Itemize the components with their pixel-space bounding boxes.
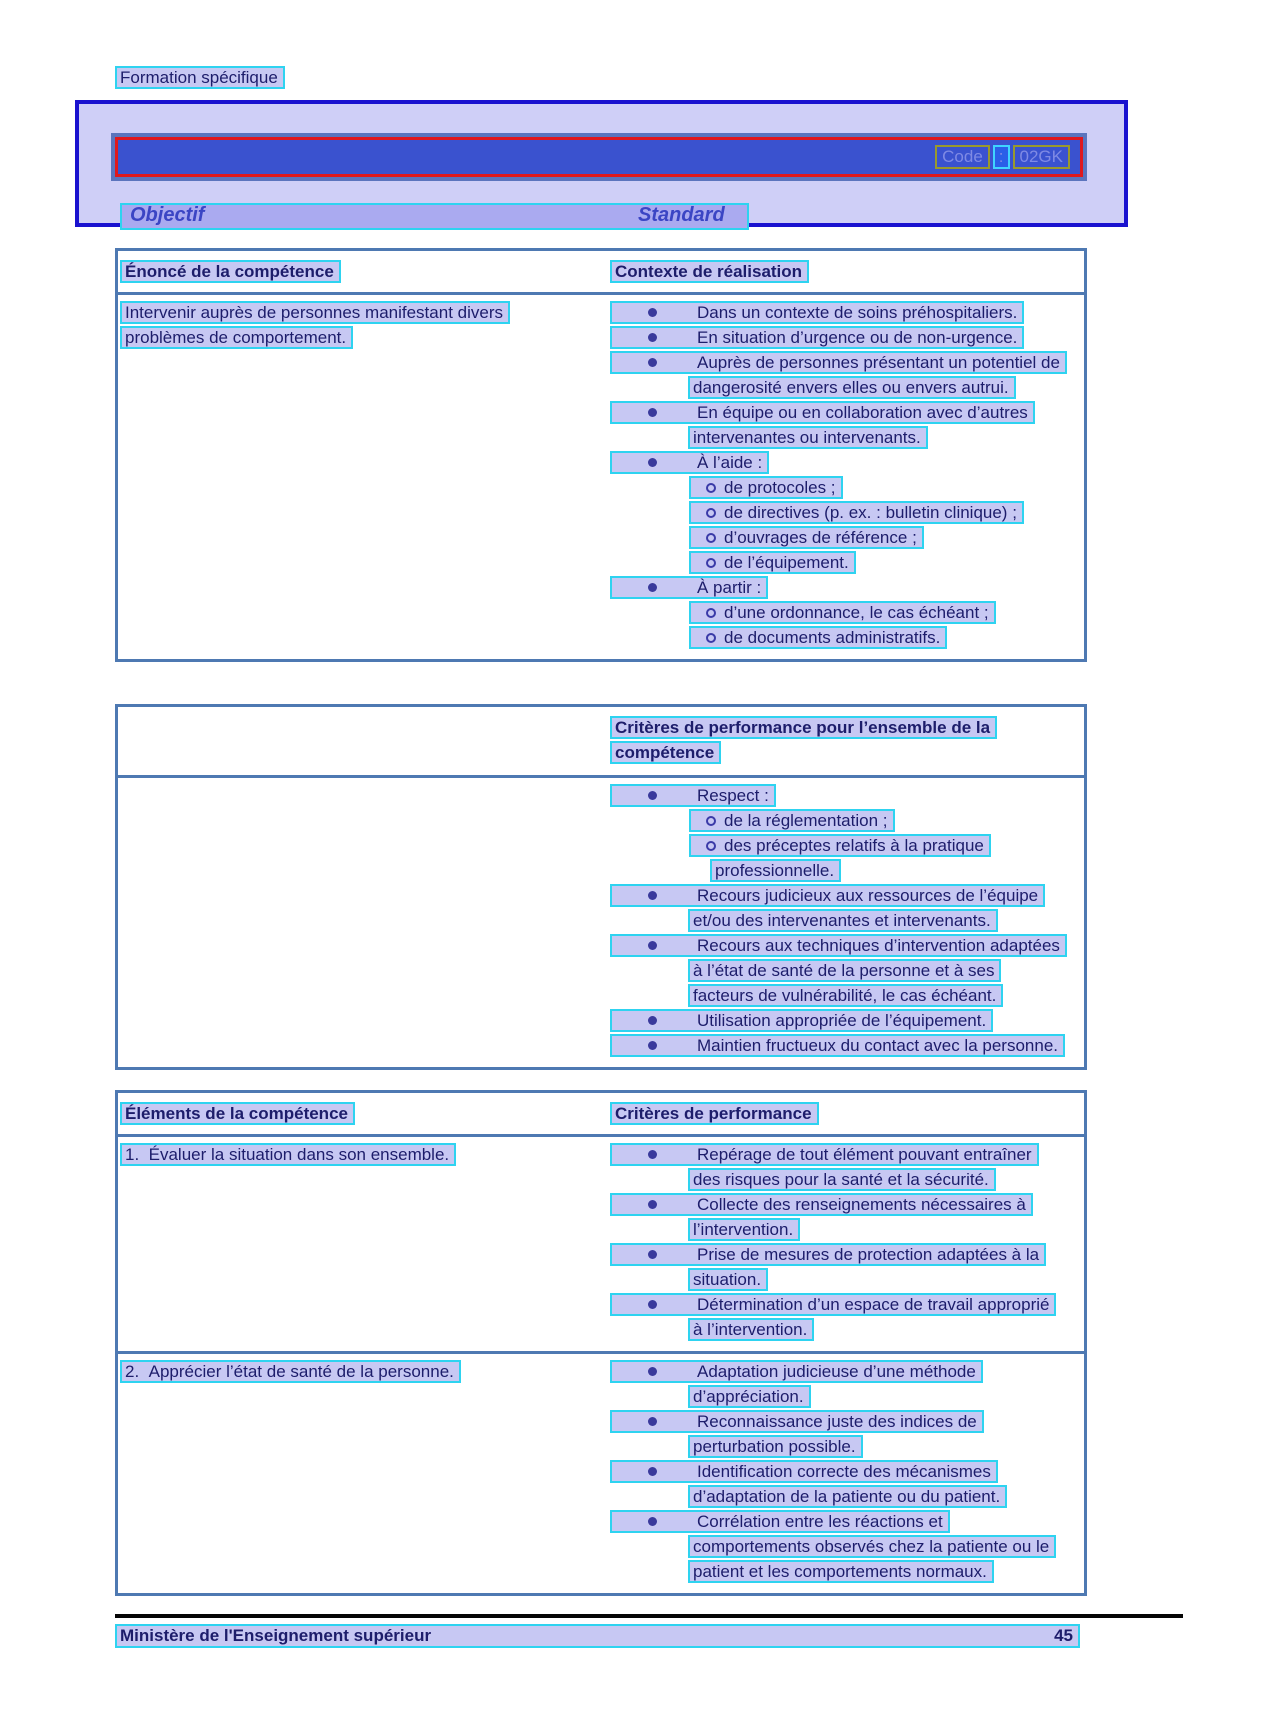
highlight <box>688 1535 1056 1558</box>
objectif-label: Objectif <box>130 204 205 226</box>
text-line <box>610 1293 1078 1316</box>
bullet-text: patient et les comportements normaux. <box>693 1562 987 1581</box>
criteres-1-cell <box>610 1143 1084 1343</box>
highlight <box>610 1193 1033 1216</box>
text-line <box>689 809 1078 832</box>
footer-rule <box>115 1614 1183 1618</box>
bullet-item <box>610 1034 1078 1057</box>
sub-bullet-text: de la réglementation ; <box>724 811 888 830</box>
text-line <box>689 834 1078 857</box>
highlight <box>610 1460 998 1483</box>
bullet-item <box>610 1410 1078 1458</box>
bullet-item <box>610 301 1078 324</box>
bullet-text: Adaptation judicieuse d’une méthode <box>697 1362 976 1381</box>
disc-bullet-icon <box>615 1246 697 1263</box>
highlight <box>610 1293 1056 1316</box>
disc-bullet-icon <box>615 404 697 421</box>
bullet-text: Auprès de personnes présentant un potentiel de <box>697 353 1060 372</box>
disc-bullet-icon <box>615 1196 697 1213</box>
highlight <box>689 526 924 549</box>
disc-bullet-icon <box>615 354 697 371</box>
disc-bullet-icon <box>615 1012 697 1029</box>
highlight: compétence <box>610 741 721 764</box>
criteres-ensemble-cell <box>610 784 1084 1059</box>
highlight <box>688 1385 811 1408</box>
table-body-row <box>118 295 1084 659</box>
sub-bullet-text: de documents administratifs. <box>724 628 941 647</box>
bullet-text: À l’aide : <box>697 453 763 472</box>
bullet-item <box>610 1009 1078 1032</box>
objectif-standard-strip <box>120 203 749 230</box>
text-line <box>120 326 610 349</box>
circle-bullet-icon <box>694 604 724 621</box>
highlight <box>688 1435 863 1458</box>
disc-bullet-icon <box>615 1513 697 1530</box>
highlight <box>610 451 769 474</box>
bullet-text: Maintien fructueux du contact avec la personne. <box>697 1036 1058 1055</box>
bullet-item <box>610 451 1078 574</box>
text-line <box>688 1268 1078 1291</box>
text-line <box>688 909 1078 932</box>
circle-bullet-icon <box>694 479 724 496</box>
text-line <box>688 1535 1078 1558</box>
bullet-item <box>610 1510 1078 1583</box>
bullet-text: facteurs de vulnérabilité, le cas échéant. <box>693 986 997 1005</box>
code-value: 02GK <box>1013 145 1070 169</box>
highlight <box>688 1485 1007 1508</box>
col-header-contexte: Contexte de réalisation <box>610 260 809 283</box>
table-header-row <box>118 1093 1084 1137</box>
text-line <box>610 1460 1078 1483</box>
highlight <box>610 1034 1065 1057</box>
bullet-text: Utilisation appropriée de l’équipement. <box>697 1011 987 1030</box>
table-row-1 <box>118 1137 1084 1351</box>
code-separator: : <box>993 145 1010 169</box>
highlight <box>688 376 1016 399</box>
bullet-item <box>610 401 1078 449</box>
text-line <box>610 1243 1078 1266</box>
disc-bullet-icon <box>615 304 697 321</box>
disc-bullet-icon <box>615 329 697 346</box>
text-line <box>610 1143 1078 1166</box>
text-line <box>689 501 1078 524</box>
col-header-enonce: Énoncé de la compétence <box>120 260 341 283</box>
criteres-2-cell <box>610 1360 1084 1585</box>
highlight <box>610 401 1035 424</box>
bullet-text: et/ou des intervenantes et intervenants. <box>693 911 991 930</box>
highlight <box>610 884 1045 907</box>
footer-ministry: Ministère de l'Enseignement supérieur <box>120 1626 432 1645</box>
bullet-text: Repérage de tout élément pouvant entraîner <box>697 1145 1032 1164</box>
highlight <box>610 784 776 807</box>
header-cell-criteres-ensemble <box>610 716 1084 766</box>
disc-bullet-icon <box>615 1037 697 1054</box>
highlight <box>689 476 843 499</box>
text-line <box>710 859 1078 882</box>
highlight <box>610 301 1024 324</box>
circle-bullet-icon <box>694 812 724 829</box>
text-line <box>120 301 610 324</box>
highlight: Critères de performance pour l’ensemble de la <box>610 716 997 739</box>
bullet-item <box>610 1243 1078 1291</box>
text-line <box>610 1410 1078 1433</box>
highlight <box>610 1410 984 1433</box>
contexte-cell <box>610 301 1084 651</box>
highlight <box>610 1143 1039 1166</box>
table-body-row <box>118 778 1084 1067</box>
text-line <box>610 884 1078 907</box>
table-elements-criteres <box>115 1090 1087 1596</box>
bullet-item <box>610 576 1078 649</box>
text-line <box>688 1560 1078 1583</box>
bullet-item <box>610 784 1078 882</box>
disc-bullet-icon <box>615 1463 697 1480</box>
bullet-text: à l’intervention. <box>693 1320 808 1339</box>
sub-bullet-text: professionnelle. <box>715 861 835 880</box>
bullet-text: Collecte des renseignements nécessaires à <box>697 1195 1026 1214</box>
header-cell-contexte <box>610 260 1084 283</box>
text-line <box>689 526 1078 549</box>
highlight <box>688 1268 768 1291</box>
bullet-text: En équipe ou en collaboration avec d’autres <box>697 403 1028 422</box>
bullet-text: À partir : <box>697 578 762 597</box>
bullet-text: à l’état de santé de la personne et à ses <box>693 961 995 980</box>
disc-bullet-icon <box>615 454 697 471</box>
highlight <box>689 626 947 649</box>
text-line <box>688 1435 1078 1458</box>
table-row-2 <box>118 1351 1084 1593</box>
bullet-text: Détermination d’un espace de travail approprié <box>697 1295 1050 1314</box>
enonce-cell <box>118 301 610 651</box>
text-line <box>688 1218 1078 1241</box>
table-header-row <box>118 707 1084 778</box>
footer-page-number: 45 <box>1054 1626 1073 1645</box>
text-line <box>688 426 1078 449</box>
element-1-cell <box>118 1143 610 1343</box>
highlight: 2. Apprécier l’état de santé de la personne. <box>120 1360 461 1383</box>
text-line <box>688 1485 1078 1508</box>
col-header-criteres: Critères de performance <box>610 1102 819 1125</box>
footer <box>115 1624 1081 1648</box>
bullet-item <box>610 884 1078 932</box>
text-line <box>610 1034 1078 1057</box>
bullet-text: Recours judicieux aux ressources de l’équipe <box>697 886 1039 905</box>
highlight <box>610 351 1067 374</box>
circle-bullet-icon <box>694 529 724 546</box>
text-line <box>610 326 1078 349</box>
bullet-text: intervenantes ou intervenants. <box>693 428 921 447</box>
bullet-item <box>610 1193 1078 1241</box>
disc-bullet-icon <box>615 787 697 804</box>
bullet-text: Identification correcte des mécanismes <box>697 1462 991 1481</box>
header-cell-enonce <box>118 260 610 283</box>
title-bar-frame <box>111 133 1087 181</box>
code-label: Code <box>935 145 990 169</box>
text-line <box>689 626 1078 649</box>
bullet-text: Corrélation entre les réactions et <box>697 1512 943 1531</box>
highlight <box>688 959 1001 982</box>
highlight: problèmes de comportement. <box>120 326 353 349</box>
text-line <box>689 601 1078 624</box>
text-line <box>120 1143 610 1166</box>
text-line <box>610 1009 1078 1032</box>
highlight <box>610 576 768 599</box>
bullet-text: l’intervention. <box>693 1220 794 1239</box>
highlight <box>610 1243 1046 1266</box>
highlight <box>610 326 1024 349</box>
highlight <box>688 1318 814 1341</box>
highlight <box>689 551 856 574</box>
sub-bullet-text: de protocoles ; <box>724 478 836 497</box>
highlight <box>710 859 841 882</box>
text-line <box>610 716 1078 739</box>
highlight <box>688 984 1003 1007</box>
disc-bullet-icon <box>615 887 697 904</box>
highlight <box>610 1510 950 1533</box>
text-line <box>610 1360 1078 1383</box>
highlight <box>689 809 895 832</box>
bullet-text: perturbation possible. <box>693 1437 856 1456</box>
disc-bullet-icon <box>615 1363 697 1380</box>
sub-bullet-text: d’une ordonnance, le cas échéant ; <box>724 603 989 622</box>
circle-bullet-icon <box>694 837 724 854</box>
standard-label: Standard <box>638 204 725 226</box>
header-cell-criteres <box>610 1102 1084 1125</box>
bullet-text: En situation d’urgence ou de non-urgence. <box>697 328 1018 347</box>
bullet-text: des risques pour la santé et la sécurité. <box>693 1170 989 1189</box>
bullet-text: dangerosité envers elles ou envers autrui. <box>693 378 1009 397</box>
circle-bullet-icon <box>694 629 724 646</box>
table-header-row <box>118 251 1084 295</box>
bullet-item <box>610 1293 1078 1341</box>
bullet-text: situation. <box>693 1270 762 1289</box>
bullet-text: d’appréciation. <box>693 1387 804 1406</box>
table-enonce-contexte <box>115 248 1087 662</box>
text-line <box>688 1318 1078 1341</box>
text-line <box>610 934 1078 957</box>
text-line <box>610 1510 1078 1533</box>
text-line <box>610 301 1078 324</box>
disc-bullet-icon <box>615 937 697 954</box>
bullet-item <box>610 1460 1078 1508</box>
highlight <box>689 601 996 624</box>
highlight: 1. Évaluer la situation dans son ensemble. <box>120 1143 456 1166</box>
sub-bullet-text: de l’équipement. <box>724 553 849 572</box>
bullet-item <box>610 351 1078 399</box>
text-line <box>610 784 1078 807</box>
header-cell-elements <box>118 1102 610 1125</box>
section-label-text: Formation spécifique <box>115 66 285 89</box>
highlight <box>688 909 998 932</box>
text-line <box>610 401 1078 424</box>
section-label <box>115 66 1275 89</box>
text-line <box>688 984 1078 1007</box>
circle-bullet-icon <box>694 554 724 571</box>
text-line <box>689 476 1078 499</box>
highlight <box>688 1560 994 1583</box>
bullet-item <box>610 934 1078 1007</box>
disc-bullet-icon <box>615 579 697 596</box>
highlight <box>688 1168 996 1191</box>
bullet-item <box>610 326 1078 349</box>
bullet-text: d’adaptation de la patiente ou du patient. <box>693 1487 1001 1506</box>
title-banner-box <box>75 100 1128 227</box>
col-header-criteres-ensemble <box>610 716 1078 764</box>
text-line <box>688 1168 1078 1191</box>
text-line <box>610 576 1078 599</box>
disc-bullet-icon <box>615 1146 697 1163</box>
highlight: Intervenir auprès de personnes manifestant divers <box>120 301 510 324</box>
title-bar <box>115 137 1083 177</box>
text-line <box>689 551 1078 574</box>
text-line <box>120 1360 610 1383</box>
circle-bullet-icon <box>694 504 724 521</box>
text-line <box>688 959 1078 982</box>
bullet-text: Reconnaissance juste des indices de <box>697 1412 977 1431</box>
disc-bullet-icon <box>615 1296 697 1313</box>
text-line <box>688 376 1078 399</box>
text-line <box>610 1193 1078 1216</box>
bullet-text: Respect : <box>697 786 769 805</box>
table-criteres-ensemble <box>115 704 1087 1070</box>
text-line <box>610 351 1078 374</box>
element-2-cell <box>118 1360 610 1585</box>
bullet-item <box>610 1360 1078 1408</box>
col-header-elements: Éléments de la compétence <box>120 1102 355 1125</box>
highlight <box>610 934 1067 957</box>
bullet-item <box>610 1143 1078 1191</box>
bullet-text: Recours aux techniques d’intervention adaptées <box>697 936 1060 955</box>
highlight <box>610 1360 983 1383</box>
bullet-text: comportements observés chez la patiente ou le <box>693 1537 1050 1556</box>
highlight <box>689 834 991 857</box>
sub-bullet-text: d’ouvrages de référence ; <box>724 528 917 547</box>
highlight <box>689 501 1024 524</box>
bullet-text: Prise de mesures de protection adaptées à la <box>697 1245 1040 1264</box>
empty-cell <box>118 784 610 1059</box>
header-cell-empty <box>118 716 610 766</box>
sub-bullet-text: des préceptes relatifs à la pratique <box>724 836 984 855</box>
disc-bullet-icon <box>615 1413 697 1430</box>
sub-bullet-text: de directives (p. ex. : bulletin clinique) ; <box>724 503 1017 522</box>
highlight <box>610 1009 993 1032</box>
bullet-text: Dans un contexte de soins préhospitaliers. <box>697 303 1018 322</box>
footer-strip <box>115 1624 1080 1648</box>
text-line <box>610 451 1078 474</box>
text-line <box>610 741 1078 764</box>
highlight <box>688 1218 800 1241</box>
highlight <box>688 426 928 449</box>
text-line <box>688 1385 1078 1408</box>
